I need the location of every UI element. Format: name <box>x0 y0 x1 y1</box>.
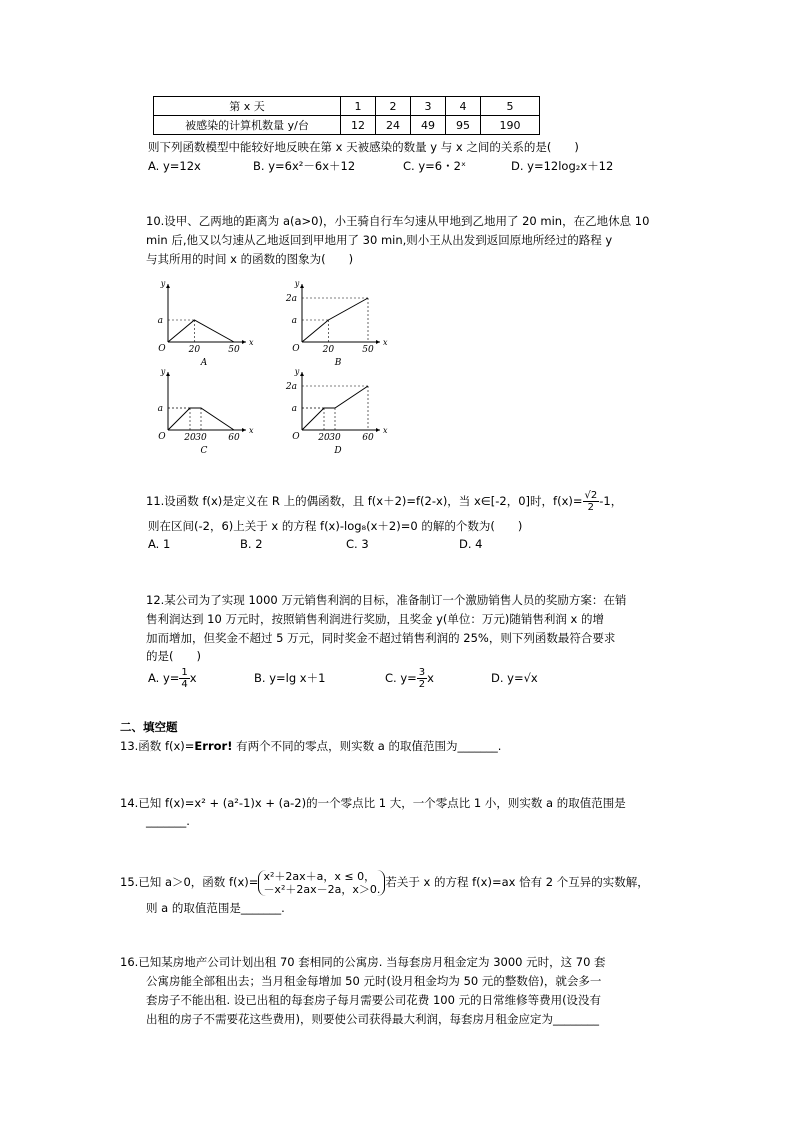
table-cell: 1 <box>341 97 376 116</box>
x-axis-label: x <box>249 426 254 435</box>
origin-label: O <box>292 432 300 442</box>
option-b: B. 2 <box>240 537 263 551</box>
x-axis-arrow <box>376 428 380 432</box>
y-axis-label: y <box>160 367 166 376</box>
frac: $\frac{1}{4}$ <box>181 667 188 690</box>
graph-caption: C <box>200 446 208 456</box>
q16-line1: 16.已知某房地产公司计划出租 70 套相同的公寓房. 当每套房月租金定为 3000 元时，这 70 套 <box>120 955 606 969</box>
option-a: A. y= $\frac{1}{4}$ x <box>148 667 197 690</box>
x-axis-arrow <box>242 340 246 344</box>
origin-label: O <box>158 432 166 442</box>
table-cell: 5 <box>481 97 540 116</box>
q11-line2: 则在区间(-2，6)上关于 x 的方程 f(x)-log₈(x＋2)=0 的解的个数为( ) <box>148 519 523 533</box>
y-tick-label: a <box>157 316 163 326</box>
table-cell: 4 <box>446 97 481 116</box>
q12-line1: 12.某公司为了实现 1000 万元销售利润的目标，准备制订一个激励销售人员的奖励方案：在销 <box>146 593 627 607</box>
table-cell: 2 <box>376 97 411 116</box>
option-c: C. y=6・2ˣ <box>403 159 467 173</box>
piecewise-brace: x²＋2ax＋a，x ≤ 0， －x²＋2ax－2a，x＞0. <box>258 870 385 896</box>
option-a: A. 1 <box>148 537 171 551</box>
graph-caption: A <box>200 358 208 368</box>
q16-line4: 出租的房子不需要花这些费用)，则要使公司获得最大利润，每套房月租金应定为________ <box>146 1012 599 1026</box>
option-c: C. 3 <box>346 537 369 551</box>
table-cell: 被感染的计算机数量 y/台 <box>154 116 341 135</box>
q15-line2: 则 a 的取值范围是_______. <box>146 901 285 915</box>
q10-line1: 10.设甲、乙两地的距离为 a(a>0)，小王骑自行车匀速从甲地到乙地用了 20 min，在乙地休息 10 <box>146 214 650 228</box>
x-axis-label: x <box>383 338 388 347</box>
option-d: D. y=12log₂x＋12 <box>511 159 614 173</box>
graph-caption: D <box>334 446 342 456</box>
graph-b <box>285 279 388 368</box>
q12-line4: 的是( ) <box>146 649 201 663</box>
x-tick-label: 20 <box>318 433 330 443</box>
origin-label: O <box>292 344 300 354</box>
x-axis-arrow <box>376 340 380 344</box>
q10-line3: 与其所用的时间 x 的函数的图象为( ) <box>146 252 354 266</box>
y-tick-label: 2a <box>285 294 297 304</box>
q9-options <box>148 157 613 175</box>
graph-caption: B <box>334 358 342 368</box>
table-row <box>154 116 540 135</box>
y-axis-arrow <box>166 284 170 288</box>
infection-table <box>153 96 540 135</box>
q9-stem: 则下列函数模型中能较好地反映在第 x 天被感染的数量 y 与 x 之间的关系的是( ) <box>148 140 579 154</box>
y-tick-label: a <box>291 404 297 414</box>
frac: $\frac{3}{2}$ <box>418 667 426 690</box>
q11-line1 <box>146 489 622 513</box>
q10-graphs <box>150 275 390 460</box>
q14-line1: 14.已知 f(x)=x² + (a²-1)x + (a-2)的一个零点比 1 大，一个零点比 1 小，则实数 a 的取值范围是 <box>120 796 626 810</box>
y-axis-arrow <box>300 372 304 376</box>
q12-line3: 加而增加，但奖金不超过 5 万元，同时奖金不超过销售利润的 25%，则下列函数最符合要求 <box>146 631 616 645</box>
x-tick-label: 30 <box>329 433 341 443</box>
y-axis-label: y <box>294 367 300 376</box>
y-axis-arrow <box>300 284 304 288</box>
graph-line <box>168 408 234 430</box>
x-axis-label: x <box>249 338 254 347</box>
y-axis-label: y <box>294 279 300 288</box>
x-tick-label: 30 <box>195 433 207 443</box>
y-tick-label: a <box>157 404 163 414</box>
option-d: D. 4 <box>459 537 483 551</box>
frac-num: √2 <box>584 490 598 501</box>
q11-fraction <box>583 490 600 513</box>
q14-line2: _______. <box>146 814 190 828</box>
q16-line3: 套房子不能出租. 设已出租的每套房子每月需要公司花费 100 元的日常维修等费用(设没有 <box>146 993 602 1007</box>
q11-post: -1， <box>599 494 623 508</box>
x-tick-label: 50 <box>228 345 240 355</box>
q12-options <box>148 664 538 692</box>
table-cell: 第 x 天 <box>154 97 341 116</box>
x-tick-label: 60 <box>362 433 374 443</box>
x-axis-arrow <box>242 428 246 432</box>
option-c: C. y= $\frac{3}{2}$ x <box>385 667 434 690</box>
x-tick-label: 20 <box>184 433 196 443</box>
y-tick-label: a <box>291 316 297 326</box>
q12-line2: 售利润达到 10 万元时，按照销售利润进行奖励，且奖金 y(单位：万元)随销售利润 x 的增 <box>146 612 604 626</box>
q13: 13.函数 f(x)=Error! 有两个不同的零点，则实数 a 的取值范围为_______. <box>120 739 502 753</box>
section-title: 二、填空题 <box>120 720 178 734</box>
table-cell: 24 <box>376 116 411 135</box>
x-tick-label: 20 <box>188 345 201 355</box>
q11-options <box>148 535 482 553</box>
table-row <box>154 97 540 116</box>
x-tick-label: 20 <box>322 345 335 355</box>
option-b: B. y=lg x＋1 <box>254 671 326 685</box>
x-tick-label: 50 <box>362 345 374 355</box>
graph-c <box>158 367 254 456</box>
y-tick-label: 2a <box>285 382 297 392</box>
q15-line1: 15.已知 a＞0，函数 f(x)= x²＋2ax＋a，x ≤ 0， －x²＋2ax－2a，x＞0. 若关于 x 的方程 f(x)=ax 恰有 2 个互异的实数解， <box>120 869 649 896</box>
option-a: A. y=12x <box>148 159 201 173</box>
q16-line2: 公寓房能全部租出去；当月租金每增加 50 元时(设月租金均为 50 元的整数倍)，就会多一 <box>146 974 602 988</box>
table-cell: 190 <box>481 116 540 135</box>
y-axis-arrow <box>166 372 170 376</box>
option-d: D. y=√x <box>491 671 538 685</box>
origin-label: O <box>158 344 166 354</box>
frac-den: 2 <box>587 502 595 513</box>
graph-a <box>158 279 254 368</box>
table-cell: 3 <box>411 97 446 116</box>
table-cell: 12 <box>341 116 376 135</box>
graph-d <box>285 367 388 456</box>
x-tick-label: 60 <box>228 433 240 443</box>
graph-line <box>168 320 234 342</box>
y-axis-label: y <box>160 279 166 288</box>
table-cell: 49 <box>411 116 446 135</box>
table-cell: 95 <box>446 116 481 135</box>
q10-line2: min 后,他又以匀速从乙地返回到甲地用了 30 min,则小王从出发到返回原地所经过的路程 y <box>146 233 613 247</box>
q11-pre: 11.设函数 f(x)是定义在 R 上的偶函数，且 f(x＋2)=f(2-x)，当 x∈[-2，0]时，f(x)= <box>146 494 583 508</box>
x-axis-label: x <box>383 426 388 435</box>
option-b: B. y=6x²－6x＋12 <box>253 159 356 173</box>
